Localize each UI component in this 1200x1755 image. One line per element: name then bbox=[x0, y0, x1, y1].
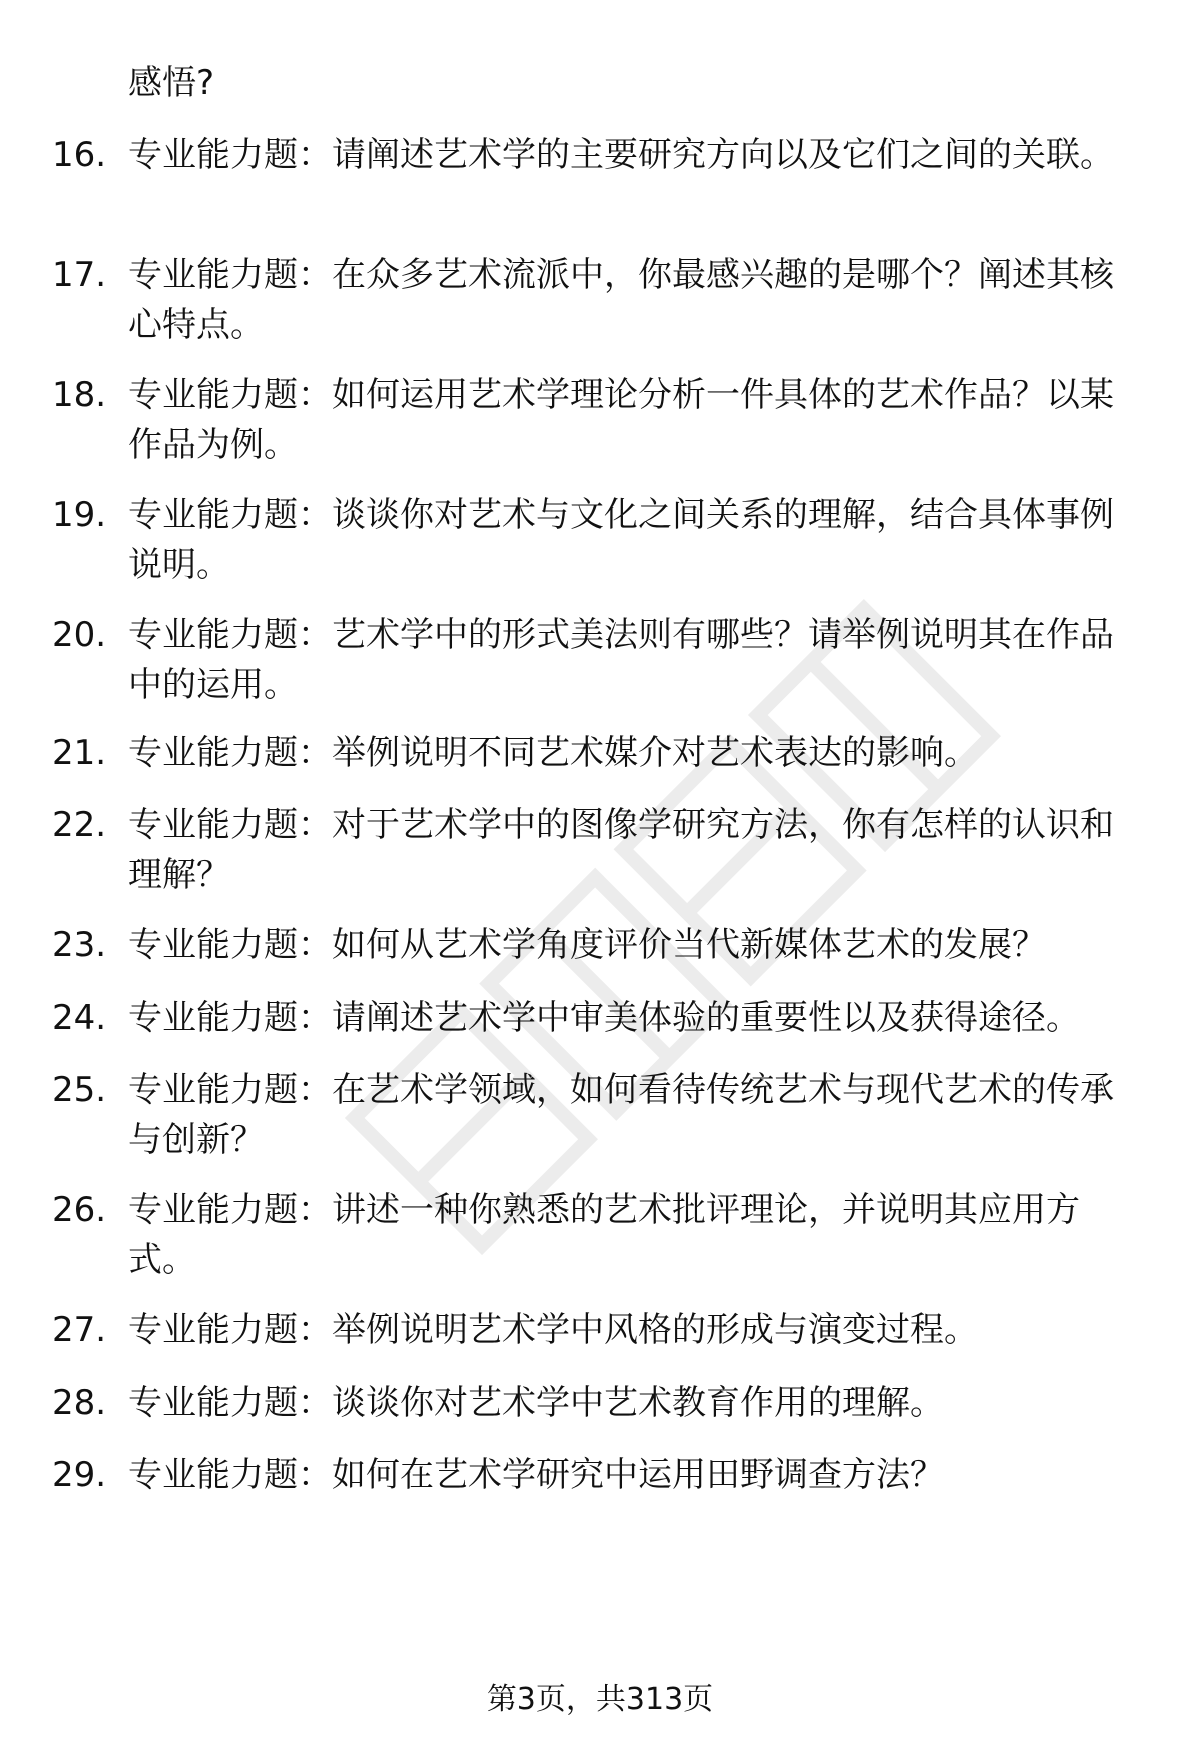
question-text: 专业能力题：举例说明艺术学中风格的形成与演变过程。 bbox=[128, 1310, 978, 1350]
question-text: 专业能力题：如何从艺术学角度评价当代新媒体艺术的发展？ bbox=[128, 925, 1046, 965]
question-text: 专业能力题：谈谈你对艺术学中艺术教育作用的理解。 bbox=[128, 1383, 944, 1423]
question-text: 专业能力题：艺术学中的形式美法则有哪些？请举例说明其在作品中的运用。 bbox=[128, 615, 1114, 705]
question-text: 专业能力题：如何运用艺术学理论分析一件具体的艺术作品？以某作品为例。 bbox=[128, 375, 1114, 465]
continuation-text: 感悟? bbox=[128, 63, 215, 103]
question-number: 26. bbox=[52, 1190, 107, 1230]
question-number: 23. bbox=[52, 925, 107, 965]
page-footer: 第3页，共313页 bbox=[486, 1682, 714, 1717]
question-number: 22. bbox=[52, 805, 107, 845]
question-number: 28. bbox=[52, 1383, 107, 1423]
question-text: 专业能力题：在艺术学领域，如何看待传统艺术与现代艺术的传承与创新？ bbox=[128, 1070, 1114, 1160]
question-number: 16. bbox=[52, 135, 107, 175]
question-text: 专业能力题：请阐述艺术学中审美体验的重要性以及获得途径。 bbox=[128, 998, 1080, 1038]
question-number: 17. bbox=[52, 255, 107, 295]
question-text: 专业能力题：讲述一种你熟悉的艺术批评理论，并说明其应用方式。 bbox=[128, 1190, 1080, 1280]
question-text: 专业能力题：对于艺术学中的图像学研究方法，你有怎样的认识和理解？ bbox=[128, 805, 1114, 895]
question-number: 29. bbox=[52, 1455, 107, 1495]
question-number: 20. bbox=[52, 615, 107, 655]
question-number: 24. bbox=[52, 998, 107, 1038]
question-number: 25. bbox=[52, 1070, 107, 1110]
question-text: 专业能力题：请阐述艺术学的主要研究方向以及它们之间的关联。 bbox=[128, 135, 1114, 175]
question-number: 19. bbox=[52, 495, 107, 535]
question-text: 专业能力题：在众多艺术流派中，你最感兴趣的是哪个？阐述其核心特点。 bbox=[128, 255, 1114, 345]
question-number: 27. bbox=[52, 1310, 107, 1350]
question-text: 专业能力题：举例说明不同艺术媒介对艺术表达的影响。 bbox=[128, 733, 978, 773]
question-number: 18. bbox=[52, 375, 107, 415]
question-text: 专业能力题：谈谈你对艺术与文化之间关系的理解，结合具体事例说明。 bbox=[128, 495, 1114, 585]
question-text: 专业能力题：如何在艺术学研究中运用田野调查方法？ bbox=[128, 1455, 944, 1495]
question-number: 21. bbox=[52, 733, 107, 773]
